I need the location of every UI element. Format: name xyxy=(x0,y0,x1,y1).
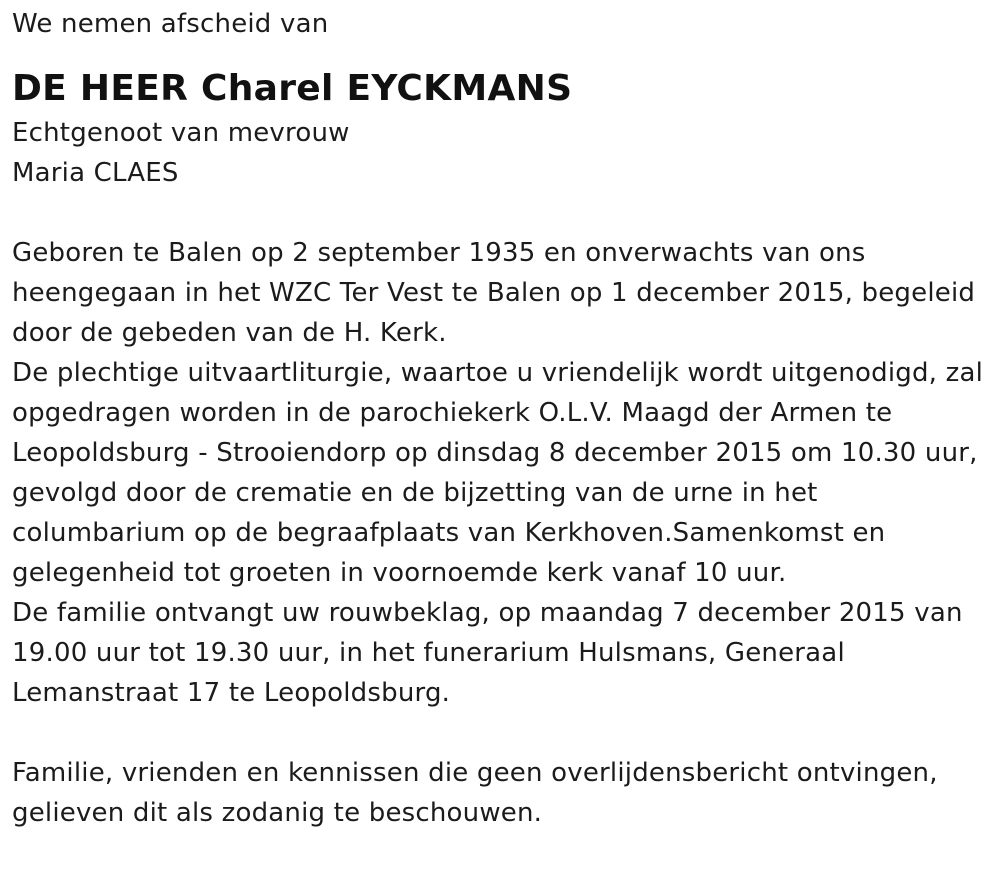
spouse-line-2: Maria CLAES xyxy=(12,158,179,188)
deceased-name: DE HEER Charel EYCKMANS xyxy=(12,68,573,109)
body-line: Geboren te Balen op 2 september 1935 en onverwachts van ons xyxy=(12,238,866,268)
closing-line: Familie, vrienden en kennissen die geen overlijdensbericht ontvingen, xyxy=(12,758,938,788)
body-line: 19.00 uur tot 19.30 uur, in het funerarium Hulsmans, Generaal xyxy=(12,638,845,668)
intro-text: We nemen afscheid van xyxy=(12,9,329,39)
spouse-line-1: Echtgenoot van mevrouw xyxy=(12,118,350,148)
body-line: De familie ontvangt uw rouwbeklag, op maandag 7 december 2015 van xyxy=(12,598,963,628)
body-line: Leopoldsburg - Strooiendorp op dinsdag 8 december 2015 om 10.30 uur, xyxy=(12,438,978,468)
body-line: opgedragen worden in de parochiekerk O.L.V. Maagd der Armen te xyxy=(12,398,893,428)
body-line: gelegenheid tot groeten in voornoemde kerk vanaf 10 uur. xyxy=(12,558,787,588)
section-spacer xyxy=(12,193,988,233)
body-line: door de gebeden van de H. Kerk. xyxy=(12,318,447,348)
section-spacer xyxy=(12,713,988,753)
closing-line: gelieven dit als zodanig te beschouwen. xyxy=(12,798,543,828)
body-line: gevolgd door de crematie en de bijzetting van de urne in het xyxy=(12,478,818,508)
body-line: Lemanstraat 17 te Leopoldsburg. xyxy=(12,678,451,708)
body-line: De plechtige uitvaartliturgie, waartoe u vriendelijk wordt uitgenodigd, zal xyxy=(12,358,984,388)
body-line: heengegaan in het WZC Ter Vest te Balen op 1 december 2015, begeleid xyxy=(12,278,976,308)
body-line: columbarium op de begraafplaats van Kerkhoven.Samenkomst en xyxy=(12,518,886,548)
